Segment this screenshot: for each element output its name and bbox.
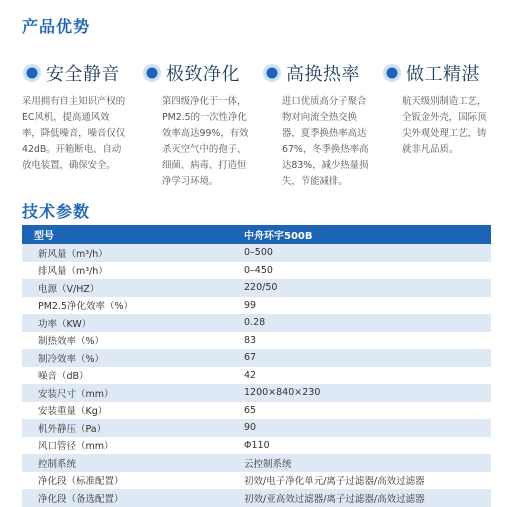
specs-table-body bbox=[22, 244, 491, 507]
feature-title: 极致净化 bbox=[166, 64, 240, 85]
spec-label: 风口管径（mm） bbox=[22, 437, 222, 455]
spec-label: 排风量（m³/h） bbox=[22, 262, 222, 280]
header-cell-model-label: 型号 bbox=[22, 225, 222, 244]
feature-card bbox=[382, 60, 494, 158]
table-row bbox=[22, 402, 491, 420]
spec-label: 功率（KW） bbox=[22, 314, 222, 332]
spec-value: 0–500 bbox=[222, 244, 491, 262]
table-row bbox=[22, 332, 491, 350]
table-row bbox=[22, 314, 491, 332]
table-row bbox=[22, 367, 491, 385]
specs-table bbox=[22, 225, 491, 507]
target-icon bbox=[22, 63, 42, 83]
spec-value: 0–450 bbox=[222, 262, 491, 280]
spec-label: PM2.5净化效率（%） bbox=[22, 297, 222, 315]
spec-label: 净化段（备选配置） bbox=[22, 489, 222, 507]
feature-description: 第四级净化于一体，PM2.5的一次性净化效率高达99%，有效杀灭空气中的孢子、细菌、病毒、打造恒净学习环境。 bbox=[162, 96, 249, 187]
target-icon bbox=[142, 63, 162, 83]
feature-description: 进口优质高分子聚合物对向流全热交换器，夏季换热率高达67%，冬季换热率高达83%，减少热量损失，节能减排。 bbox=[282, 96, 369, 187]
feature-title: 安全静音 bbox=[46, 64, 120, 85]
table-header-row bbox=[22, 225, 491, 244]
spec-label: 机外静压（Pa） bbox=[22, 419, 222, 437]
table-row bbox=[22, 297, 491, 315]
spec-label: 制冷效率（%） bbox=[22, 349, 222, 367]
target-icon bbox=[382, 63, 402, 83]
spec-label: 制热效率（%） bbox=[22, 332, 222, 350]
feature-card bbox=[142, 60, 250, 190]
header-cell-model-value: 中舟环宇500B bbox=[222, 225, 491, 244]
table-row bbox=[22, 349, 491, 367]
spec-value: Φ110 bbox=[222, 437, 491, 455]
spec-value: 220/50 bbox=[222, 279, 491, 297]
spec-label: 控制系统 bbox=[22, 454, 222, 472]
spec-label: 噪音（dB） bbox=[22, 367, 222, 385]
spec-label: 安装尺寸（mm） bbox=[22, 384, 222, 402]
section-title-features: 产品优势 bbox=[22, 17, 91, 36]
section-title-specs: 技术参数 bbox=[22, 202, 91, 221]
table-row bbox=[22, 489, 491, 507]
spec-value: 云控制系统 bbox=[222, 454, 491, 472]
spec-label: 新风量（m³/h） bbox=[22, 244, 222, 262]
feature-description: 航天级别制造工艺，全钣金外壳，国际顶尖外观处理工艺，铸就非凡品质。 bbox=[402, 96, 487, 155]
table-row bbox=[22, 279, 491, 297]
spec-value: 42 bbox=[222, 367, 491, 385]
table-row bbox=[22, 454, 491, 472]
feature-title: 做工精湛 bbox=[406, 64, 480, 85]
spec-value: 初效/亚高效过滤器/离子过滤器/高效过滤器 bbox=[222, 489, 491, 507]
spec-label: 净化段（标准配置） bbox=[22, 472, 222, 490]
feature-description: 采用拥有自主知识产权的EC风机，提高通风效率，降低噪音，噪音仅仅42dB。开箱断电、自动放电装置，确保安全。 bbox=[22, 96, 126, 171]
table-row bbox=[22, 262, 491, 280]
features-grid bbox=[0, 60, 513, 190]
spec-value: 初效/电子净化单元/离子过滤器/高效过滤器 bbox=[222, 472, 491, 490]
spec-value: 1200×840×230 bbox=[222, 384, 491, 402]
feature-card bbox=[22, 60, 128, 174]
table-row bbox=[22, 472, 491, 490]
specs-table-container bbox=[22, 225, 491, 507]
spec-value: 90 bbox=[222, 419, 491, 437]
table-row bbox=[22, 384, 491, 402]
spec-label: 电源（V/HZ） bbox=[22, 279, 222, 297]
target-icon bbox=[262, 63, 282, 83]
spec-value: 0.28 bbox=[222, 314, 491, 332]
spec-value: 99 bbox=[222, 297, 491, 315]
spec-value: 65 bbox=[222, 402, 491, 420]
table-row bbox=[22, 437, 491, 455]
spec-value: 83 bbox=[222, 332, 491, 350]
spec-value: 67 bbox=[222, 349, 491, 367]
feature-card bbox=[262, 60, 370, 190]
spec-label: 安装重量（Kg） bbox=[22, 402, 222, 420]
table-row bbox=[22, 244, 491, 262]
feature-title: 高换热率 bbox=[286, 64, 360, 85]
table-row bbox=[22, 419, 491, 437]
